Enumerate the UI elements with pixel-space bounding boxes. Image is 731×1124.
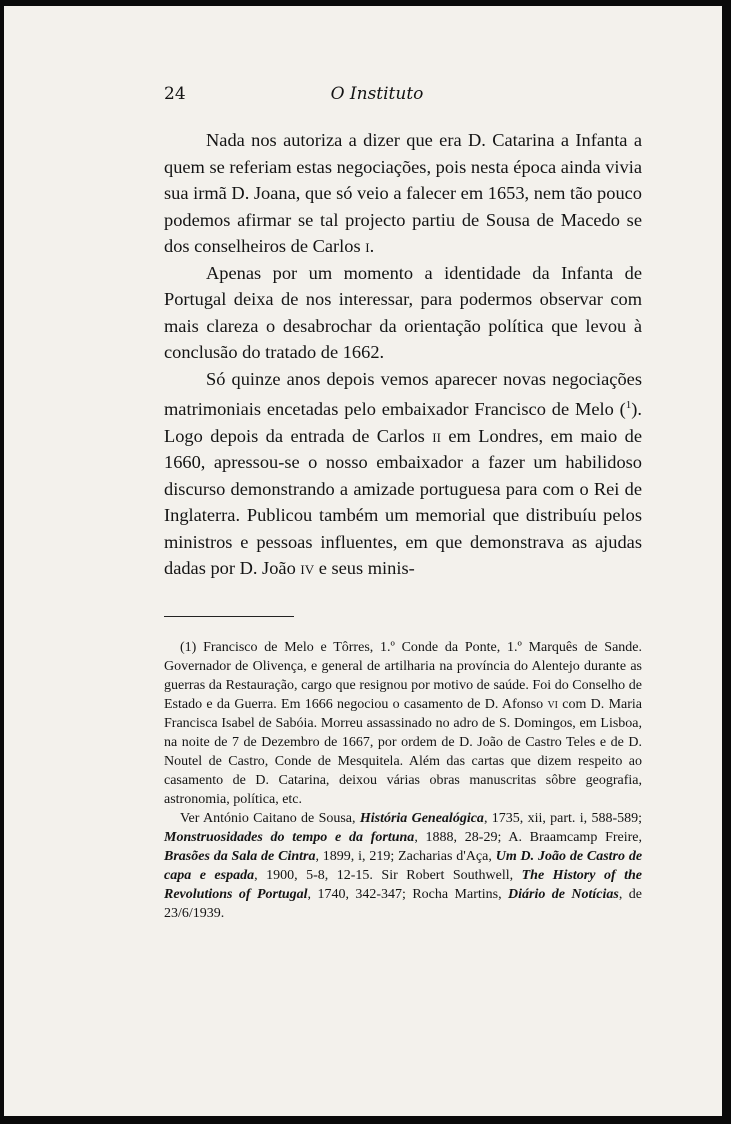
cited-title: Monstruosidades do tempo e da fortuna (164, 830, 415, 845)
footnotes (164, 638, 642, 923)
cited-title: Diário de Notícias (508, 887, 619, 902)
scanned-page (4, 6, 722, 1116)
roman-numeral: i. (365, 236, 375, 256)
roman-numeral: ii (432, 425, 441, 446)
page-header (4, 84, 722, 108)
paragraph-1: Nada nos autoriza a dizer que era D. Catarina a Infanta a quem se referiam estas negociações, pois nesta época ainda vivia sua irmã D. Joana, que só veio a falecer em 1653, nem tão pouco podemos afirmar se tal projecto partiu de Sousa de Macedo se dos conselheiros de Carlos i. (164, 130, 642, 256)
page-number: 24 (164, 84, 186, 104)
footnote-references: Ver António Caitano de Sousa, História Genealógica, 1735, xii, part. i, 588-589; Monstruosidades do tempo e da fortuna, 1888, 28-29; A. Braamcamp Freire, Brasões da Sala de Cintra, 1899, i, 219; Zacharias d'Aça, Um D. João de Castro de capa e espada, 1900, 5-8, 12-15. Sir Robert Southwell, The History of the Revolutions of Portugal, 1740, 342-347; Rocha Martins, Diário de Notícias, de 23/6/1939. (164, 811, 643, 921)
cited-title: The History of the Revolutions of Portugal (164, 868, 643, 902)
footnote-divider (164, 616, 294, 617)
main-text (164, 127, 642, 582)
cited-title: Brasões da Sala de Cintra (164, 849, 316, 864)
footnote-marker: (1) (180, 640, 197, 655)
cited-title: História Genealógica (359, 811, 484, 826)
roman-numeral: iv (300, 558, 315, 579)
footnote-1: (1) Francisco de Melo e Tôrres, 1.º Conde da Ponte, 1.º Marquês de Sande. Governador de Olivença, e general de artilharia na província do Alentejo durante as guerras da Restauração, cargo que resignou por motivo de saúde. Foi do Conselho de Estado e da Guerra. Em 1666 negociou o casamento de D. Afonso vi com D. Maria Francisca Isabel de Sabóia. Morreu assassinado no adro de S. Domingos, em Lisboa, na noite de 7 de Dezembro de 1667, por ordem de D. João de Castro Teles e de D. Noutel de Castro, Conde de Mesquitela. Além das cartas que dizem respeito ao casamento de D. Catarina, deixou várias obras manuscritas sôbre geografia, astronomia, política, etc. (164, 640, 643, 807)
cited-title: Um D. João de Castro de capa e espada (164, 849, 643, 883)
paragraph-2: Apenas por um momento a identidade da Infanta de Portugal deixa de nos interessar, para podermos observar com mais clareza o desabrochar da orientação política que levou à conclusão do tratado de 1662. (164, 262, 642, 362)
footnote-reference: 1 (625, 399, 632, 411)
paragraph-3: Só quinze anos depois vemos aparecer novas negociações matrimoniais encetadas pelo embaixador Francisco de Melo ($^1$). Logo depois da entrada de Carlos ii em Londres, em maio de 1660, apressou-se o nosso embaixador a fazer um habilidoso discurso demonstrando a amizade portuguesa para com o Rei de Inglaterra. Publicou também um memorial que distribuíu pelos ministros e pessoas influentes, em que demonstrava as ajudas dadas por D. João iv e seus minis- (164, 368, 642, 579)
running-title: O Instituto (330, 84, 424, 104)
